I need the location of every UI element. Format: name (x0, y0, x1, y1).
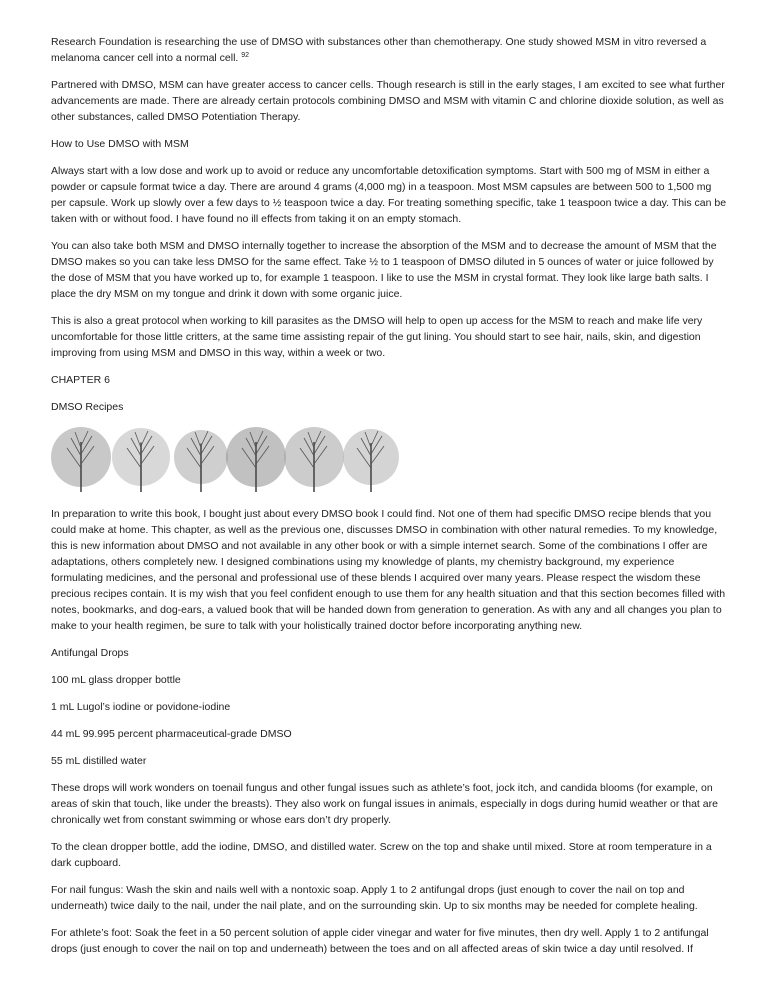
paragraph-athletes-foot: For athlete’s foot: Soak the feet in a 50 percent solution of apple cider vinegar and water for five minutes, then dry well. Apply 1 to 2 antifungal drops (just enough to cover the nail on top and underneath) between the toes and on all affected areas of skin twice a day until resolved. If (51, 927, 709, 955)
recipe-title-antifungal-drops: Antifungal Drops (51, 647, 129, 659)
trees-image (51, 426, 403, 494)
ingredient-dmso: 44 mL 99.995 percent pharmaceutical-grade DMSO (51, 728, 292, 740)
book-page (51, 34, 727, 968)
tree-5 (284, 427, 344, 492)
tree-1 (51, 427, 111, 492)
chapter-label: CHAPTER 6 (51, 374, 110, 386)
paragraph-msm-partnered: Partnered with DMSO, MSM can have greater access to cancer cells. Though research is still in the early stages, I am excited to see what further advancements are made. There are already certain protocols combining DMSO and MSM with vitamin C and chlorine dioxide solution, as well as other substances, called DMSO Potentiation Therapy. (51, 79, 725, 123)
tree-6 (343, 429, 399, 492)
paragraph-nail-fungus: For nail fungus: Wash the skin and nails well with a nontoxic soap. Apply 1 to 2 antifungal drops (just enough to cover the nail on top and underneath) twice daily to the nail, under the nail plate, and on the surrounding skin. Up to six months may be needed for complete healing. (51, 884, 698, 912)
paragraph-chapter-intro: In preparation to write this book, I bought just about every DMSO book I could find. Not one of them had specific DMSO recipe blends that you could make at home. This chapter, as well as the previous one, discusses DMSO in combination with other natural remedies. To my knowledge, this is new information about DMSO and not available in any other book or with a simple internet search. Some of the combinations I offer are adaptations, others completely new. I designed combinations using my knowledge of plants, my chemistry background, my experience formulating medicines, and the personal and professional use of these blends I acquired over many years. Please respect the wisdom these precious recipes contain. It is my wish that you feel confident enough to use them for any health situation and that this section becomes filled with notes, bookmarks, and dog-ears, a valued book that will be handed down from generation to generation. As with any and all changes you plan to make to your health regimen, be sure to talk with your holistically trained doctor before incorporating anything new. (51, 508, 726, 632)
section-heading-how-to-use: How to Use DMSO with MSM (51, 138, 189, 150)
paragraph-text: Research Foundation is researching the use of DMSO with substances other than chemotherapy. One study showed MSM in vitro reversed a melanoma cancer cell into a normal cell. (51, 36, 707, 64)
paragraph-uses: These drops will work wonders on toenail fungus and other fungal issues such as athlete’s foot, jock itch, and candida blooms (for example, on areas of skin that touch, like under the breasts). They also work on fungal issues in animals, especially in dogs during humid weather or that are chronically wet from constant swimming or whose ears don’t dry properly. (51, 782, 718, 826)
paragraph-preparation: To the clean dropper bottle, add the iodine, DMSO, and distilled water. Screw on the top and shake until mixed. Store at room temperature in a dark cupboard. (51, 841, 712, 869)
ingredient-dropper-bottle: 100 mL glass dropper bottle (51, 674, 181, 686)
tree-2 (112, 428, 170, 492)
watercolor-trees-illustration (51, 426, 727, 494)
paragraph-parasites: This is also a great protocol when working to kill parasites as the DMSO will help to open up access for the MSM to reach and make life very uncomfortable for those little critters, at the same time assisting repair of the gut lining. You should start to see hair, nails, skin, and digestion improving from using MSM and DMSO in this way, within a week or two. (51, 315, 703, 359)
tree-3 (174, 430, 228, 492)
footnote-ref[interactable]: 92 (241, 52, 250, 59)
chapter-title: DMSO Recipes (51, 401, 124, 413)
ingredient-distilled-water: 55 mL distilled water (51, 755, 147, 767)
paragraph-msm-and-dmso-together: You can also take both MSM and DMSO internally together to increase the absorption of the MSM and to decrease the amount of MSM that the DMSO makes so you can take less DMSO for the same effect. Take ½ to 1 teaspoon of DMSO diluted in 5 ounces of water or juice followed by the dose of MSM that you have worked up to, for example 1 teaspoon. I like to use the MSM in crystal format. They look like large bath salts. I place the dry MSM on my tongue and drink it down with some organic juice. (51, 240, 717, 300)
ingredient-iodine: 1 mL Lugol’s iodine or povidone-iodine (51, 701, 231, 713)
tree-4 (226, 427, 286, 492)
paragraph-dmso-research (51, 34, 727, 66)
paragraph-dosage: Always start with a low dose and work up to avoid or reduce any uncomfortable detoxification symptoms. Start with 500 mg of MSM in either a powder or capsule format twice a day. There are around 4 grams (4,000 mg) in a teaspoon. Most MSM capsules are between 500 to 1,500 mg per capsule. Work up slowly over a few days to ½ teaspoon twice a day. For treating something specific, take 1 teaspoon twice a day. This can be taken with or without food. I have found no ill effects from taking it on an empty stomach. (51, 165, 727, 225)
